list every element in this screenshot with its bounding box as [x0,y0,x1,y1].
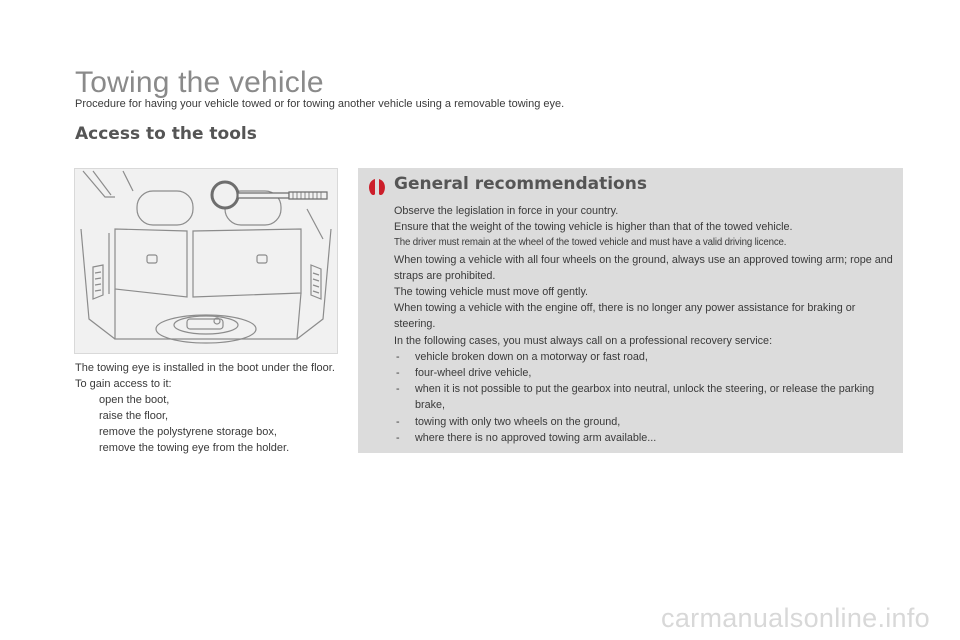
tools-para-1: The towing eye is installed in the boot under the floor. [75,362,335,374]
list-item: open the boot, [99,394,170,406]
list-item: remove the towing eye from the holder. [99,442,290,454]
boot-illustration [74,168,338,354]
recommendation-text: The driver must remain at the wheel of the towed vehicle and must have a valid driving licence. [394,237,787,249]
tools-para-2: To gain access to it: [75,378,172,390]
watermark: carmanualsonline.info [661,603,930,633]
exclamation-warning-icon [366,177,388,197]
page-intro: Procedure for having your vehicle towed or for towing another vehicle using a removable towing eye. [75,98,565,110]
recommendation-text: Ensure that the weight of the towing vehicle is higher than that of the towed vehicle. [394,221,793,234]
recommendations-heading: General recommendations [394,174,647,194]
list-item: remove the polystyrene storage box, [99,426,277,438]
list-item: - where there is no approved towing arm available... [396,431,657,444]
list-item: - four-wheel drive vehicle, [396,367,532,380]
tools-heading: Access to the tools [75,124,257,144]
list-item: - when it is not possible to put the gearbox into neutral, unlock the steering, or release the parking brake, [396,383,875,412]
recommendation-text: When towing a vehicle with all four wheels on the ground, always use an approved towing arm; rope and straps are prohibited. [394,253,893,282]
tools-text [75,360,335,456]
recommendation-text: When towing a vehicle with the engine off, there is no longer any power assistance for braking or steering. [394,302,856,331]
recovery-cases-list [394,349,894,446]
tools-steps [75,392,335,456]
recommendations-body [394,203,894,446]
recommendation-text: In the following cases, you must always call on a professional recovery service: [394,334,773,347]
boot-floor-towing-eye-illustration [75,169,337,353]
list-item: - vehicle broken down on a motorway or fast road, [396,350,648,363]
page-title: Towing the vehicle [75,66,324,99]
list-item: - towing with only two wheels on the ground, [396,415,621,428]
recommendation-text: Observe the legislation in force in your country. [394,205,619,217]
recommendation-text: The towing vehicle must move off gently. [394,286,589,299]
list-item: raise the floor, [99,410,169,422]
general-recommendations-panel [358,168,903,453]
